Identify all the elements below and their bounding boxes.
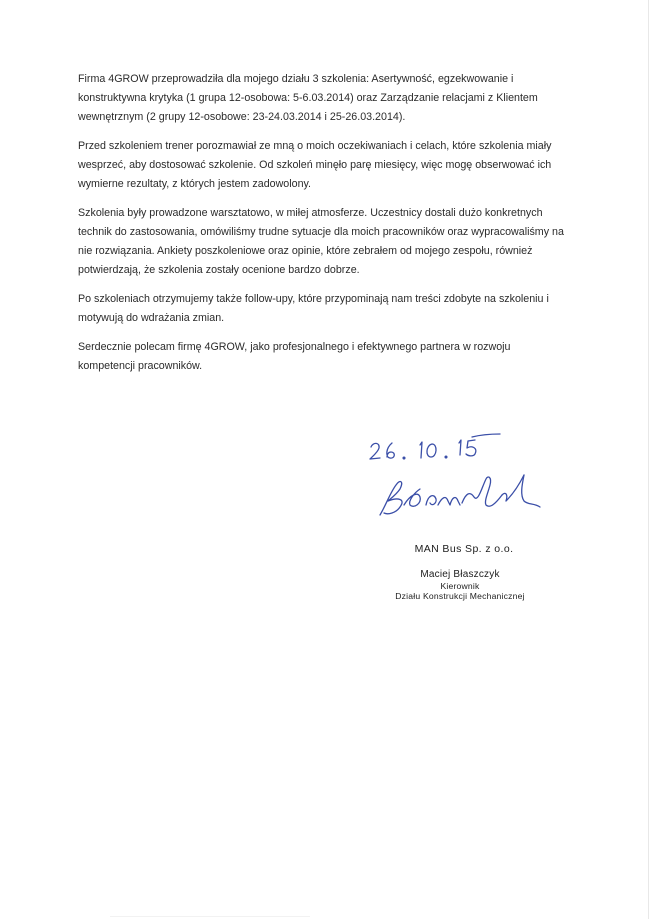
paragraph-2: Przed szkoleniem trener porozmawiał ze mną o moich oczekiwaniach i celach, które szkolenia miały wesprzeć, aby dostosować szkolenie. Od szkoleń minęło parę miesięcy, więc mogę obserwować ich wymierne rezultaty, z których jestem zadowolony. (78, 140, 552, 190)
paragraph-4: Po szkoleniach otrzymujemy także follow-upy, które przypominają nam treści zdobyte na szkoleniu i motywują do wdrażania zmian. (78, 293, 549, 324)
scan-bottom-line (110, 916, 310, 917)
stamp-company-name: MAN Bus Sp. z o.o. (414, 543, 514, 555)
paragraph-3: Szkolenia były prowadzone warsztatowo, w miłej atmosferze. Uczestnicy dostali dużo konkretnych technik do zastosowania, omówiliśmy trudne sytuacje dla moich pracowników oraz wypracowaliśmy na nie rozwiązania. Ankiety poszkoleniowe oraz opinie, które zebrałem od mojego zespołu, również potwierdzają, że szkolenia zostały ocenione bardzo dobrze. (78, 207, 564, 276)
stamp-person-title: Kierownik (440, 581, 480, 591)
stamp-department: Działu Konstrukcji Mechanicznej (395, 591, 525, 601)
handwritten-date (368, 433, 508, 469)
handwritten-signature (374, 465, 554, 525)
paragraph-1: Firma 4GROW przeprowadziła dla mojego działu 3 szkolenia: Asertywność, egzekwowanie i konstruktywna krytyka (1 grupa 12-osobowa: 5-6.03.2014) oraz Zarządzanie relacjami z Klientem wewnętrznym (2 grupy 12-osobowe: 23-24.03.2014 i 25-26.03.2014). (78, 73, 538, 123)
letter-body (78, 70, 570, 386)
paragraph-5: Serdecznie polecam firmę 4GROW, jako profesjonalnego i efektywnego partnera w rozwoju kompetencji pracowników. (78, 341, 511, 372)
stamp-person-name: Maciej Błaszczyk (420, 569, 500, 580)
company-stamp (370, 543, 550, 601)
scan-edge-line (648, 0, 649, 919)
